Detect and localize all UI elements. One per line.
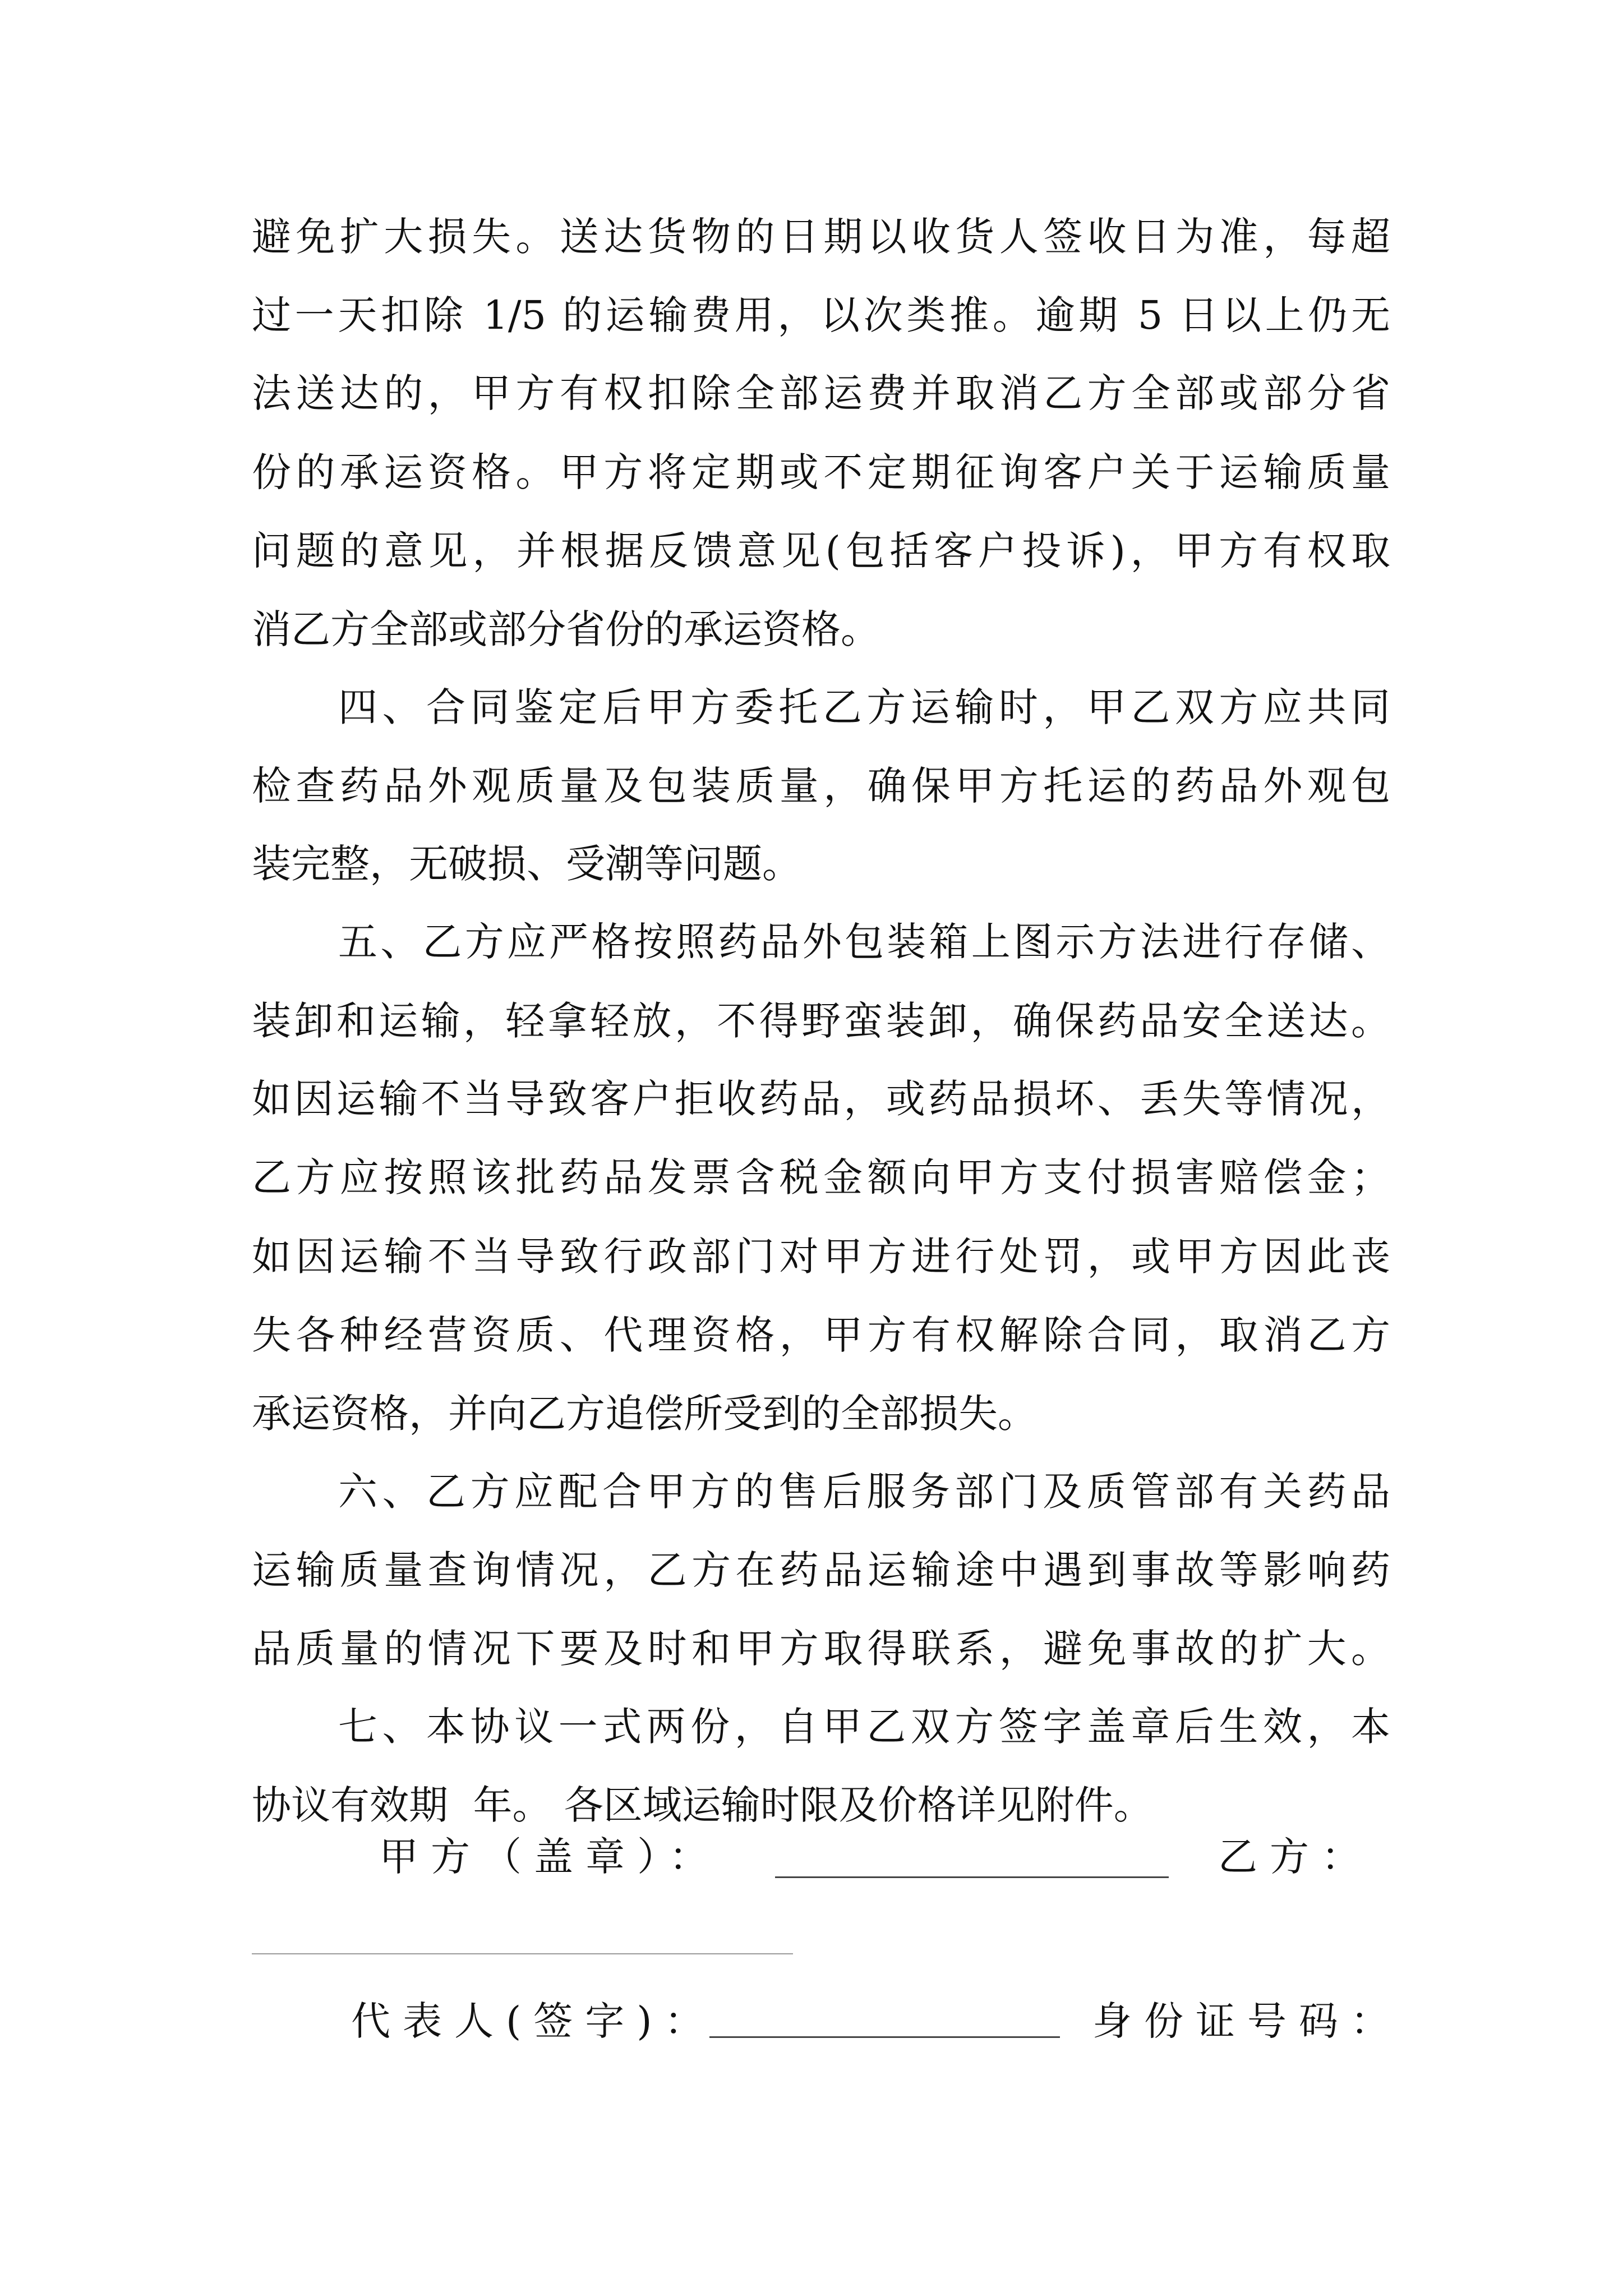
paragraph-1-line-3: 法送达的，甲方有权扣除全部运费并取消乙方全部或部分省 <box>252 370 1390 416</box>
clause-4-line-3: 装完整，无破损、受潮等问题。 <box>252 841 801 887</box>
clause-5-line-2: 装卸和运输，轻拿轻放，不得野蛮装卸，确保药品安全送达。 <box>252 998 1390 1044</box>
clause-5-line-6: 失各种经营资质、代理资格，甲方有权解除合同，取消乙方 <box>252 1312 1390 1358</box>
clause-5-line-5: 如因运输不当导致行政部门对甲方进行处罚，或甲方因此丧 <box>252 1234 1390 1280</box>
clause-5-line-1: 五、乙方应严格按照药品外包装箱上图示方法进行存储、 <box>338 919 1390 965</box>
paragraph-1-line-1: 避免扩大损失。送达货物的日期以收货人签收日为准，每超 <box>252 214 1390 260</box>
clause-5-line-3: 如因运输不当导致客户拒收药品，或药品损坏、丢失等情况， <box>252 1076 1390 1122</box>
party-a-seal-label: 甲方（盖章）： <box>379 1834 721 1880</box>
clause-6-line-2: 运输质量查询情况，乙方在药品运输途中遇到事故等影响药 <box>252 1547 1390 1593</box>
clause-7-line-2: 协议有效期 年。 各区域运输时限及价格详见附件。 <box>252 1782 1153 1828</box>
paragraph-1-line-5: 问题的意见，并根据反馈意见(包括客户投诉)，甲方有权取 <box>252 528 1390 574</box>
clause-6-line-3: 品质量的情况下要及时和甲方取得联系，避免事故的扩大。 <box>252 1626 1390 1672</box>
clause-5-line-7: 承运资格，并向乙方追偿所受到的全部损失。 <box>252 1391 1037 1437</box>
party-b-signature-rule <box>252 1953 793 1954</box>
party-b-label: 乙方： <box>1218 1834 1373 1880</box>
paragraph-1-line-2: 过一天扣除 1/5 的运输费用，以次类推。逾期 5 日以上仍无 <box>252 292 1390 338</box>
paragraph-1-line-6: 消乙方全部或部分省份的承运资格。 <box>252 606 880 652</box>
clause-6-line-1: 六、乙方应配合甲方的售后服务部门及质管部有关药品 <box>338 1469 1390 1515</box>
representative-signature-blank <box>709 2036 1060 2038</box>
clause-4-line-1: 四、合同鉴定后甲方委托乙方运输时，甲乙双方应共同 <box>338 684 1390 730</box>
paragraph-1-line-4: 份的承运资格。甲方将定期或不定期征询客户关于运输质量 <box>252 449 1390 495</box>
representative-signature-label: 代表人(签字)： <box>351 1998 716 2044</box>
clause-7-line-1: 七、本协议一式两份，自甲乙双方签字盖章后生效，本 <box>338 1704 1390 1750</box>
clause-4-line-2: 检查药品外观质量及包装质量，确保甲方托运的药品外观包 <box>252 763 1390 809</box>
clause-5-line-4: 乙方应按照该批药品发票含税金额向甲方支付损害赔偿金； <box>252 1154 1390 1200</box>
id-number-label: 身份证号码： <box>1092 1998 1402 2044</box>
party-a-signature-blank <box>775 1876 1169 1878</box>
